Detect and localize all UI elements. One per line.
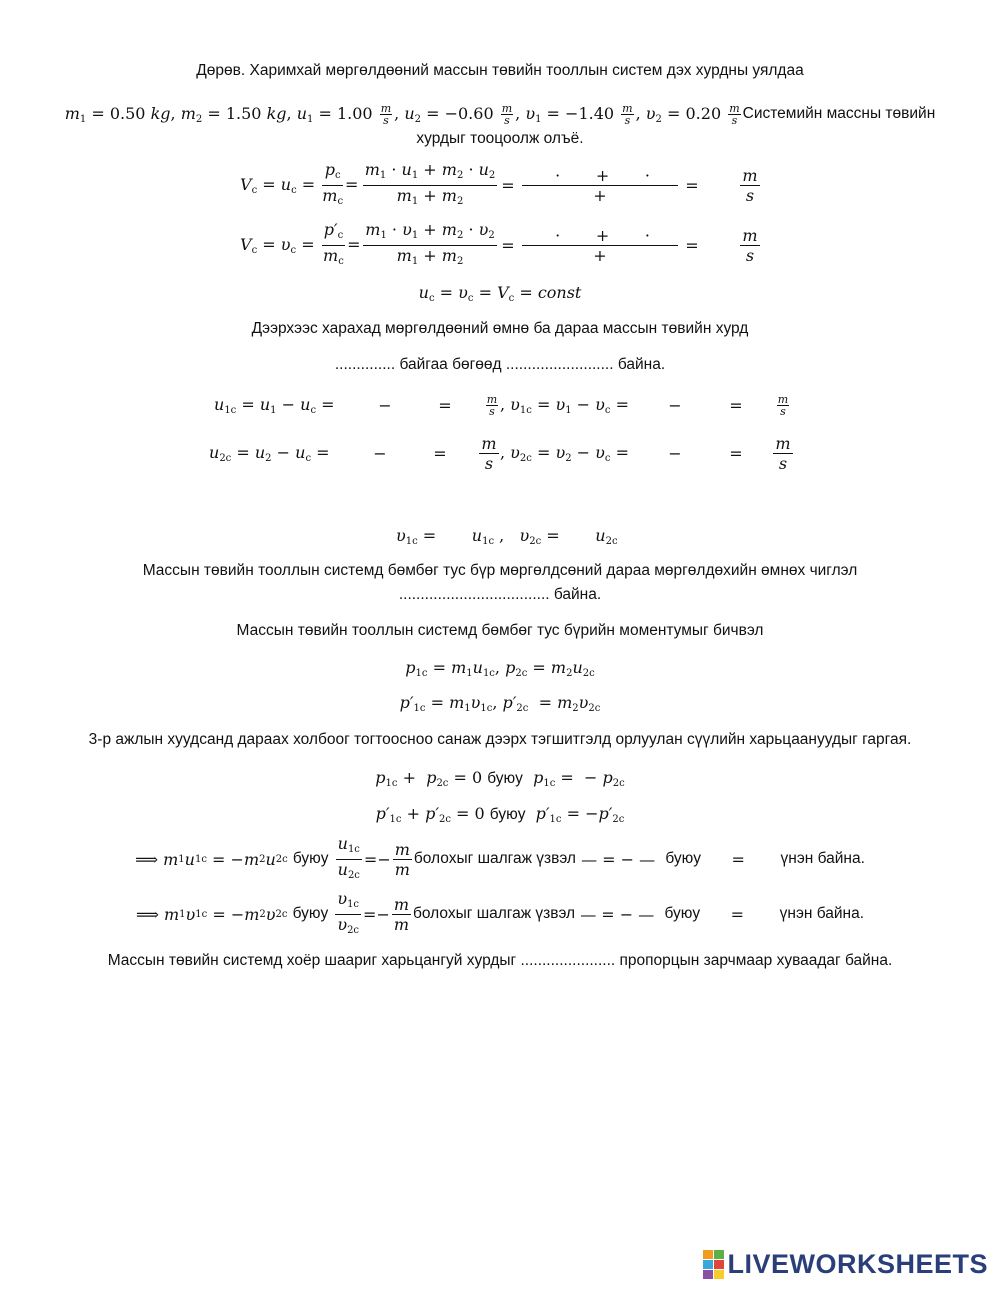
momentum-heading: Массын төвийн тооллын системд бөмбөг тус бүрийн моментумыг бичвэл xyxy=(236,622,764,639)
word-or: буюу xyxy=(665,850,701,867)
task3-text: 3-р ажлын хуудсанд дараах холбоог тогтоосноо санаж дээрх тэгшитгэлд орлуулан сүүлийн харьцаануудыг гаргая. xyxy=(88,731,912,748)
word-or: буюу xyxy=(487,770,523,787)
unit-m-per-s: $\frac{m}{s}$ xyxy=(622,101,633,127)
vc-vc-formula: $V_c = \upsilon_c$ = $\frac{p'_c}{m_c}$ = $\frac{m_1 \cdot \upsilon_1 + m_2 \cdot \upsilon_2}{m_1 + m_2}$ = $\frac{\cdot + \cdot}{+}$ = $\frac{m}{s}$ xyxy=(0,215,1000,275)
kg-unit: kg xyxy=(266,103,287,123)
direction-text-1: Массын төвийн тооллын системд бөмбөг тус бүр мөргөлдсөний дараа мөргөлдөхийн өмнөх чиглэл xyxy=(142,562,858,579)
momentum-eq-1: $p_{1c} = m_1u_{1c}$, $p_{2c} = m_2u_{2c}$ xyxy=(405,658,595,679)
unit-m-per-s: $\frac{m}{s}$ xyxy=(742,225,758,265)
momentum-sum-eq-1: $p_{1c} + p_{2c} = 0$ буюу $p_{1c}$ = − $p_{2c}$ xyxy=(375,768,625,789)
unit-m-per-s: $\frac{m}{s}$ xyxy=(729,101,740,127)
vc-uc-formula: $V_c = u_c$ = $\frac{p_c}{m_c}$ = $\frac{m_1 \cdot u_1 + m_2 \cdot u_2}{m_1 + m_2}$ = $\frac{\cdot + \cdot}{+}$ = $\frac{m}{s}$ xyxy=(0,155,1000,215)
u2c-v2c-row: $u_{2c} = u_2 - u_c$ = − = $\frac{m}{s}$ , $\upsilon_{2c} = \upsilon_2 - \upsilon_c$ = − = $\frac{m}{s}$ xyxy=(209,433,791,473)
u1-value: 1.00 xyxy=(336,103,373,123)
logo-text: LIVEWORKSHEETS xyxy=(727,1249,988,1279)
logo-blocks-icon xyxy=(703,1250,724,1279)
m2-value: 1.50 xyxy=(225,103,262,123)
momentum-sum-eq-2: $p'_{1c} + p'_{2c} = 0$ буюу $p'_{1c} = -p'_{2c}$ xyxy=(375,804,625,825)
unit-m-per-s: $\frac{m}{s}$ xyxy=(777,392,789,418)
intro-heading: Дөрөв. Харимхай мөргөлдөөний массын төвийн тооллын систем дэх хурдны уялдаа xyxy=(196,62,804,79)
unit-m-per-s: $\frac{m}{s}$ xyxy=(501,101,513,127)
observation-text: Дээрхээс харахад мөргөлдөөний өмнө ба дараа массын төвийн хурд xyxy=(251,320,749,337)
fill-word-1: байгаа бөгөөд xyxy=(399,356,502,373)
ratio-check-1: ⟹ m 1 u 1c = − m 2 u 2c буюу $\frac{u_{1c}}{u_{2c}}$ = − $\frac{m}{m}$ болохыг шалгаж үзвэл — = − — буюу = үнэн байна. xyxy=(135,833,865,881)
word-check: болохыг шалгаж үзвэл xyxy=(413,850,576,867)
conclusion-text: Массын төвийн системд хоёр шаариг харьцангуй хурдыг ...................... пропорцын зарчмаар хуваадаг байна. xyxy=(107,952,893,969)
task-text-1: Системийн массны төвийн xyxy=(742,105,936,122)
momentum-eq-2: $p'_{1c} = m_1\upsilon_{1c}$, $p'_{2c} = m_2\upsilon_{2c}$ xyxy=(399,693,601,714)
word-check: болохыг шалгаж үзвэл xyxy=(413,905,576,922)
ratio-line: $\upsilon_{1c}$ = $u_{1c}$ , $\upsilon_{2c}$ = $u_{2c}$ xyxy=(396,526,618,547)
ratio-check-2: ⟹ m 1 υ 1c = − m 2 υ 2c буюу $\frac{\upsilon_{1c}}{\upsilon_{2c}}$ = − $\frac{m}{m}$ болохыг шалгаж үзвэл — = − — буюу = үнэн байна. xyxy=(135,888,865,936)
unit-m-per-s: $\frac{m}{s}$ xyxy=(380,101,392,127)
fill-word-2: байна. xyxy=(617,356,666,373)
observation-fill-line xyxy=(0,356,1000,374)
unit-m-per-s: $\frac{m}{s}$ xyxy=(742,165,758,205)
v1-value: −1.40 xyxy=(565,103,615,123)
const-equation: $u_c = \upsilon_c = V_c$ = const xyxy=(418,283,582,304)
fill-dots-2: ......................... xyxy=(505,356,614,373)
kg-unit: kg xyxy=(150,103,171,123)
word-or: буюу xyxy=(489,806,526,823)
liveworksheets-logo xyxy=(703,1249,988,1280)
v2-value: 0.20 xyxy=(685,103,722,123)
word-or: буюу xyxy=(292,850,329,867)
word-true: үнэн байна. xyxy=(779,905,865,922)
word-or: буюу xyxy=(664,905,701,922)
m1-value: 0.50 xyxy=(109,103,146,123)
u1c-v1c-row: $u_{1c} = u_1 - u_c$ = − = $\frac{m}{s}$ , $\upsilon_{1c} = \upsilon_1 - \upsilon_c$ = − = $\frac{m}{s}$ xyxy=(214,392,789,418)
unit-m-per-s: $\frac{m}{s}$ xyxy=(775,433,791,473)
unit-m-per-s: $\frac{m}{s}$ xyxy=(486,392,498,418)
fill-dots-1: .............. xyxy=(334,356,396,373)
blank-fraction-1: $\frac{\cdot + \cdot}{+}$ xyxy=(520,155,680,215)
word-or: буюу xyxy=(292,905,329,922)
word-true: үнэн байна. xyxy=(780,850,865,867)
direction-text-2: ................................... байна. xyxy=(398,586,602,603)
unit-m-per-s: $\frac{m}{s}$ xyxy=(481,433,497,473)
task-text-2: хурдыг тооцоолж олъё. xyxy=(416,130,584,147)
u2-value: −0.60 xyxy=(444,103,494,123)
given-values: $m_1 = 0.50$ kg, $m_2 = 1.50$ kg, $u_1 = 1.00$ $\frac{m}{s}$ , $u_2 = -0.60$ $\frac{m}{s}$ , $\upsilon_1 = -1.40$ $\frac{m}{s}$ , $\upsilon_2 = 0.20$ $\frac{m}{s}$ Системийн массны төвийн xyxy=(64,101,936,127)
blank-fraction-2: $\frac{\cdot + \cdot}{+}$ xyxy=(520,215,680,275)
